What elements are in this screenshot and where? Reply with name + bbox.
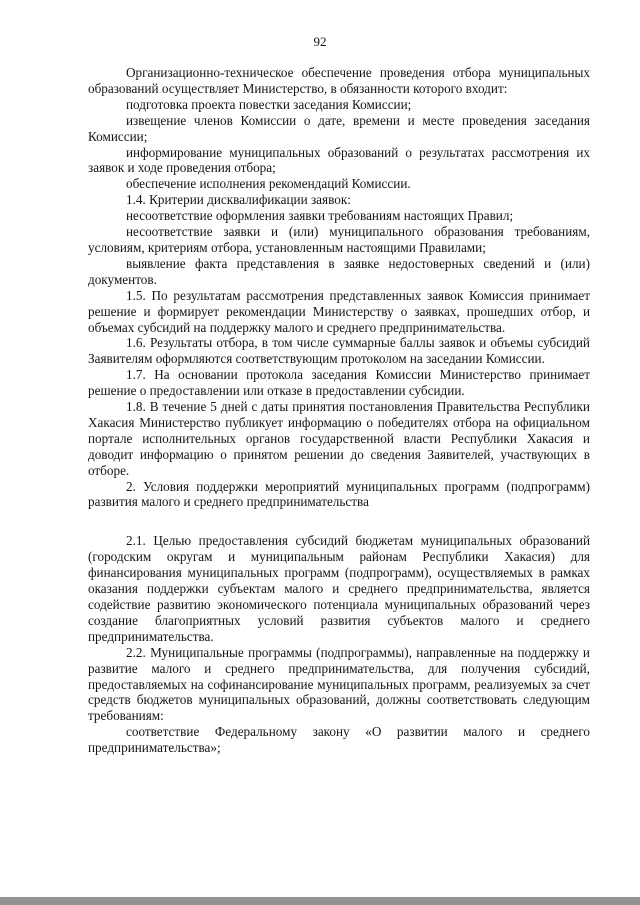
paragraph: подготовка проекта повестки заседания Комиссии; (126, 96, 412, 112)
paragraph: 2.2. Муниципальные программы (подпрограммы), направленные на поддержку и развитие малого и среднего предпринимательства, для получения субсидий, предоставляемых на софинансирование муниципальных программ, реализуемых за счет средств бюджетов муниципальных образований, должны соответствовать следующим требованиям: (88, 644, 590, 724)
paragraph: 1.7. На основании протокола заседания Комиссии Министерство принимает решение о предоставлении или отказе в предоставлении субсидии. (88, 367, 590, 399)
paragraph: обеспечение исполнения рекомендаций Комиссии. (126, 176, 411, 192)
paragraph: извещение членов Комиссии о дате, времени и месте проведения заседания Комиссии; (88, 112, 590, 144)
scan-bottom-edge (0, 897, 640, 905)
section-2-title: 2. Условия поддержки мероприятий муниципальных программ (подпрограмм) развития малого и среднего предпринимательства (88, 478, 590, 510)
paragraph: соответствие Федеральному закону «О развитии малого и среднего предпринимательства»; (88, 724, 590, 756)
paragraph: 1.4. Критерии дисквалификации заявок: (126, 192, 351, 208)
paragraph: информирование муниципальных образований о результатах рассмотрения их заявок и ходе проведения отбора; (88, 144, 590, 176)
document-body (88, 65, 590, 756)
paragraph: 1.5. По результатам рассмотрения представленных заявок Комиссия принимает решение и формирует рекомендации Министерству о заявках, прошедших отбор, и объемах субсидий на поддержку малого и среднего предпринимательства. (88, 287, 590, 335)
paragraph-block-1 (88, 65, 590, 479)
paragraph: 1.8. В течение 5 дней с даты принятия постановления Правительства Республики Хакасия Министерство публикует информацию о победителях отбора на официальном портале исполнительных органов государственной власти Республики Хакасия и доводит информацию о принятом решении до сведения Заявителей, участвующих в отборе. (88, 399, 590, 478)
paragraph: 1.6. Результаты отбора, в том числе суммарные баллы заявок и объемы субсидий Заявителям оформляются соответствующим протоколом на заседании Комиссии. (88, 335, 590, 367)
paragraph: выявление факта представления в заявке недостоверных сведений и (или) документов. (88, 255, 590, 287)
paragraph: Организационно-техническое обеспечение проведения отбора муниципальных образований осуществляет Министерство, в обязанности которого входит: (88, 65, 590, 96)
paragraph: несоответствие оформления заявки требованиям настоящих Правил; (126, 208, 514, 224)
page-number: 92 (313, 34, 327, 49)
paragraph-block-2 (88, 533, 590, 756)
paragraph: 2.1. Целью предоставления субсидий бюджетам муниципальных образований (городским округам и муниципальным районам Республики Хакасия) для финансирования муниципальных программ (подпрограмм), осуществляемых в рамках оказания поддержки субъектам малого и среднего предпринимательства, является содействие развитию экономического потенциала муниципальных образований через создание благоприятных условий развития субъектов малого и среднего предпринимательства. (88, 533, 590, 644)
paragraph: несоответствие заявки и (или) муниципального образования требованиям, условиям, критериям отбора, установленным настоящими Правилами; (88, 224, 590, 255)
